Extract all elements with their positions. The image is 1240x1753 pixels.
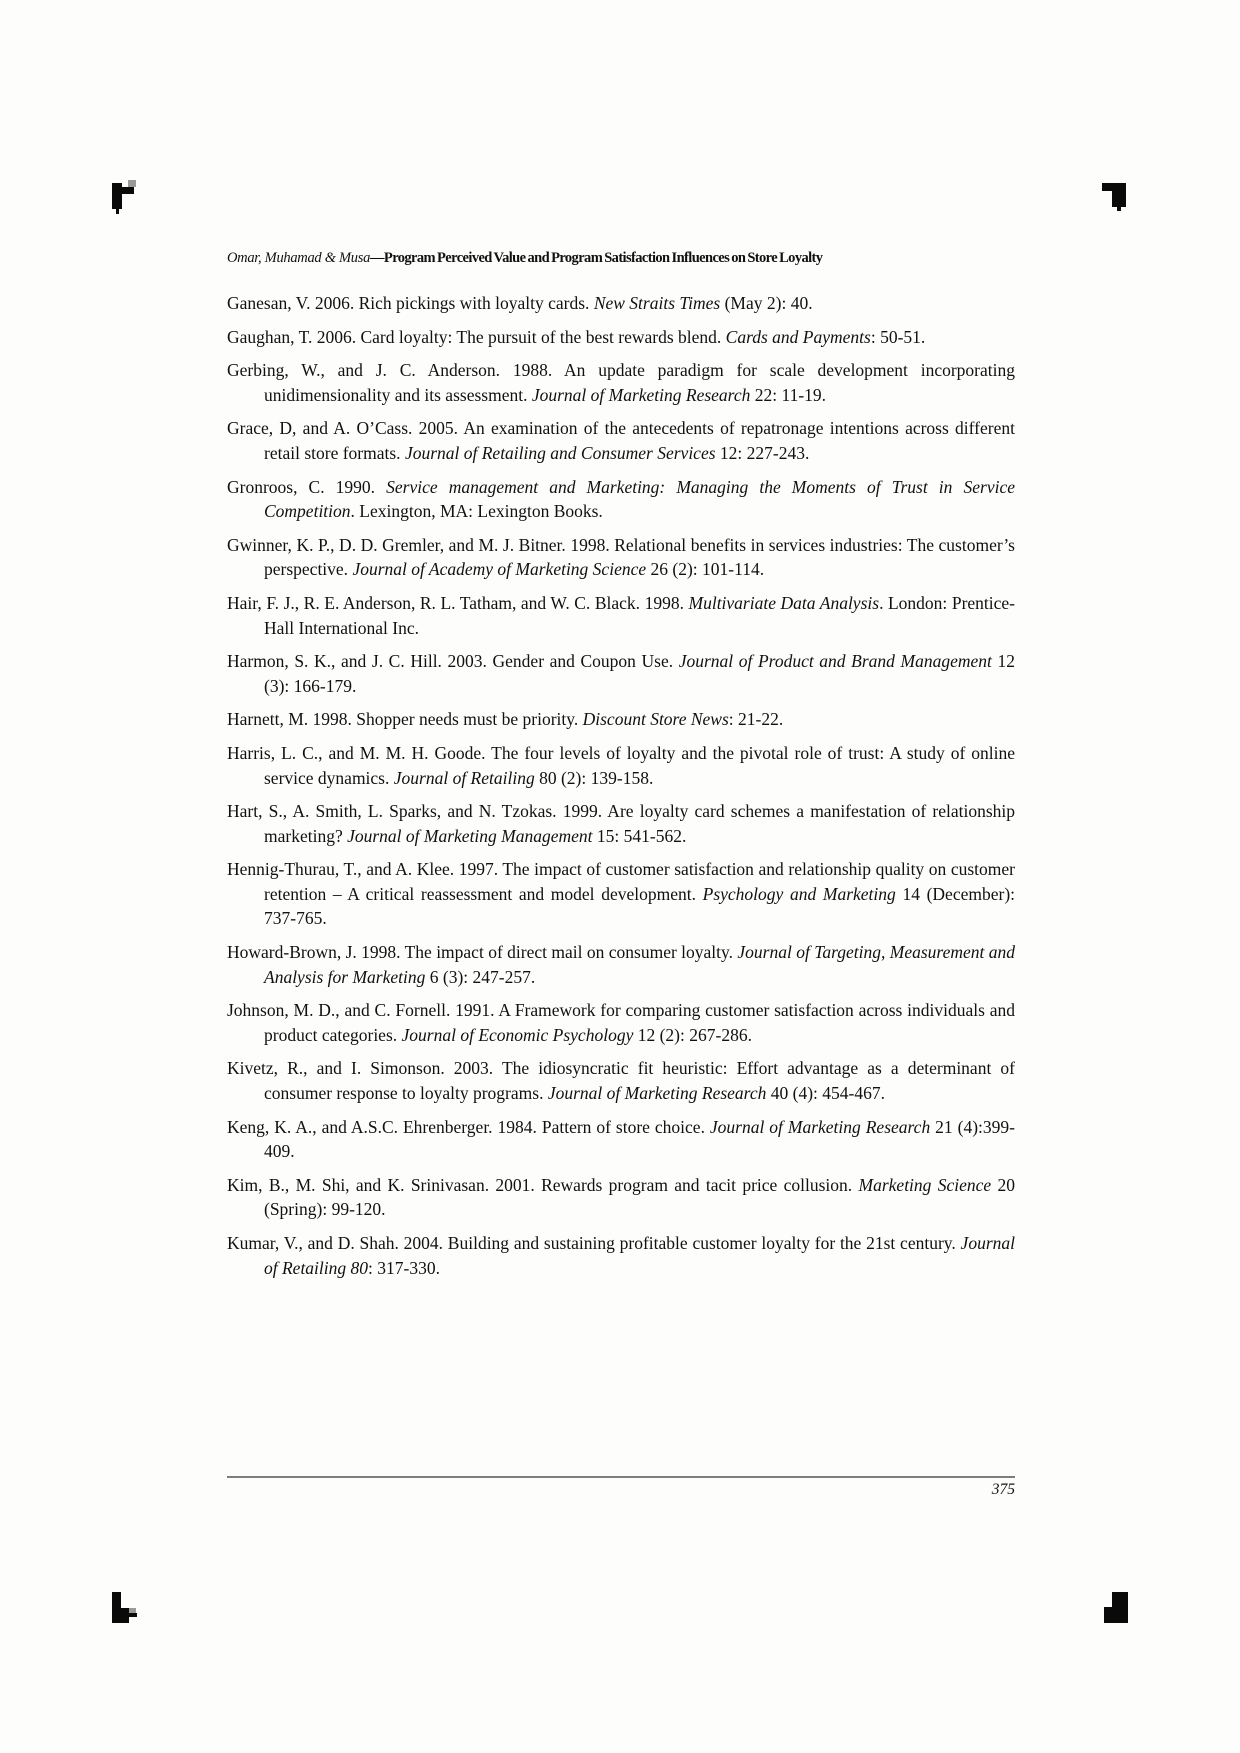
reference-text: Howard-Brown, J. 1998. The impact of direct mail on consumer loyalty. bbox=[227, 942, 738, 963]
reference-text: Johnson, M. D., and C. Fornell. 1991. A Framework for comparing customer satisfaction across individuals and product categories. bbox=[227, 1000, 1015, 1045]
reference-text: 26 (2): 101-114. bbox=[646, 559, 765, 580]
reference-journal-title: Journal of Product and Brand Management bbox=[678, 651, 992, 672]
reference-text: 21 (4):399-409. bbox=[264, 1116, 1015, 1162]
footer-rule bbox=[227, 1476, 1015, 1478]
page-number: 375 bbox=[991, 1481, 1015, 1498]
reference-journal-title: Journal of Academy of Marketing Science bbox=[352, 559, 647, 580]
reference-text: 22: 11-19. bbox=[750, 384, 827, 405]
running-header-authors: Omar, Muhamad & Musa bbox=[227, 250, 371, 266]
reference-text: Hair, F. J., R. E. Anderson, R. L. Tatham, and W. C. Black. 1998. bbox=[227, 592, 689, 613]
page-footer bbox=[227, 1476, 1015, 1499]
reference-text: Kivetz, R., and I. Simonson. 2003. The idiosyncratic fit heuristic: Effort advantage as a determinant of consumer response to loyalty programs. bbox=[227, 1058, 1015, 1104]
reference-text: . London: Prentice-Hall International Inc. bbox=[264, 592, 1015, 638]
reference-journal-title: Journal of Marketing Research bbox=[709, 1116, 931, 1137]
reference-entry bbox=[227, 1056, 1015, 1105]
reference-text: 6 (3): 247-257. bbox=[425, 966, 536, 987]
reference-text: 12 (3): 166-179. bbox=[264, 651, 1015, 696]
reference-journal-title: Discount Store News bbox=[582, 709, 729, 730]
reference-text: : 50-51. bbox=[870, 326, 926, 347]
reference-text: Kumar, V., and D. Shah. 2004. Building and sustaining profitable customer loyalty for the 21st century. bbox=[227, 1233, 961, 1253]
reference-journal-title: Marketing Science bbox=[858, 1174, 992, 1195]
reference-journal-title: Journal of Marketing Research bbox=[531, 384, 751, 405]
crop-mark-bottom-left-icon bbox=[112, 1592, 138, 1629]
reference-entry bbox=[227, 591, 1015, 640]
reference-text: Ganesan, V. 2006. Rich pickings with loyalty cards. bbox=[227, 293, 594, 313]
reference-entry bbox=[227, 940, 1015, 989]
reference-text: 80 (2): 139-158. bbox=[534, 767, 654, 788]
reference-text: . Lexington, MA: Lexington Books. bbox=[350, 501, 603, 522]
reference-text: (May 2): 40. bbox=[720, 293, 813, 313]
reference-journal-title: Journal of Retailing and Consumer Services bbox=[404, 442, 716, 463]
reference-text: : 21-22. bbox=[728, 709, 784, 730]
crop-mark-top-right-icon bbox=[1102, 183, 1128, 218]
reference-journal-title: Journal of Marketing Research bbox=[547, 1083, 767, 1104]
reference-entry bbox=[227, 799, 1015, 848]
reference-text: Grace, D, and A. O’Cass. 2005. An examination of the antecedents of repatronage intentions across different retail store formats. bbox=[227, 418, 1015, 463]
reference-text: Gronroos, C. 1990. bbox=[227, 476, 387, 497]
running-header bbox=[227, 250, 1015, 267]
reference-entry bbox=[227, 741, 1015, 790]
reference-text: Gerbing, W., and J. C. Anderson. 1988. An update paradigm for scale development incorporating unidimensionality and its assessment. bbox=[227, 360, 1015, 405]
reference-entry bbox=[227, 291, 1015, 316]
reference-text: Hennig-Thurau, T., and A. Klee. 1997. The impact of customer satisfaction and relationship quality on customer retention – A critical reassessment and model development. bbox=[227, 859, 1015, 904]
reference-journal-title: Psychology and Marketing bbox=[702, 883, 896, 904]
reference-entry bbox=[227, 857, 1015, 931]
reference-text: Hart, S., A. Smith, L. Sparks, and N. Tzokas. 1999. Are loyalty card schemes a manifestation of relationship marketing? bbox=[227, 801, 1015, 846]
reference-list bbox=[227, 291, 1015, 1280]
reference-text: 20 (Spring): 99-120. bbox=[264, 1174, 1016, 1220]
reference-journal-title: Journal of Retailing bbox=[393, 767, 535, 788]
reference-text: Harris, L. C., and M. M. H. Goode. The four levels of loyalty and the pivotal role of trust: A study of online service dynamics. bbox=[227, 742, 1015, 788]
reference-text: 15: 541-562. bbox=[592, 825, 687, 846]
reference-entry bbox=[227, 1115, 1015, 1164]
reference-text: 14 (December): 737-765. bbox=[264, 883, 1016, 929]
reference-journal-title: Journal of Retailing 80 bbox=[264, 1233, 1015, 1278]
reference-journal-title: New Straits Times bbox=[593, 293, 721, 313]
reference-journal-title: Journal of Marketing Management bbox=[347, 825, 593, 846]
reference-entry bbox=[227, 1173, 1015, 1222]
reference-text: 12: 227-243. bbox=[715, 442, 810, 463]
reference-entry bbox=[227, 475, 1015, 524]
reference-text: 12 (2): 267-286. bbox=[633, 1024, 752, 1045]
reference-entry bbox=[227, 1231, 1015, 1280]
reference-text: Keng, K. A., and A.S.C. Ehrenberger. 1984. Pattern of store choice. bbox=[227, 1116, 710, 1137]
reference-journal-title: Multivariate Data Analysis bbox=[688, 592, 880, 613]
page-content bbox=[227, 250, 1015, 1289]
reference-entry bbox=[227, 998, 1015, 1047]
running-header-title: —Program Perceived Value and Program Satisfaction Influences on Store Loyalty bbox=[370, 250, 823, 266]
reference-entry bbox=[227, 416, 1015, 465]
reference-entry bbox=[227, 707, 1015, 732]
crop-mark-bottom-right-icon bbox=[1104, 1592, 1130, 1629]
reference-entry bbox=[227, 533, 1015, 582]
reference-text: Gaughan, T. 2006. Card loyalty: The pursuit of the best rewards blend. bbox=[227, 326, 726, 347]
reference-journal-title: Service management and Marketing: Managing the Moments of Trust in Service Competition bbox=[264, 476, 1015, 522]
reference-text: 40 (4): 454-467. bbox=[766, 1083, 885, 1104]
reference-text: Gwinner, K. P., D. D. Gremler, and M. J. Bitner. 1998. Relational benefits in services industries: The customer’s perspective. bbox=[227, 534, 1015, 580]
reference-journal-title: Cards and Payments bbox=[725, 326, 871, 347]
reference-entry bbox=[227, 325, 1015, 350]
crop-mark-top-left-icon bbox=[112, 180, 138, 219]
reference-text: Kim, B., M. Shi, and K. Srinivasan. 2001. Rewards program and tacit price collusion. bbox=[227, 1174, 859, 1195]
reference-entry bbox=[227, 358, 1015, 407]
reference-journal-title: Journal of Economic Psychology bbox=[401, 1024, 634, 1045]
reference-text: Harnett, M. 1998. Shopper needs must be priority. bbox=[227, 709, 583, 730]
reference-text: Harmon, S. K., and J. C. Hill. 2003. Gender and Coupon Use. bbox=[227, 651, 679, 672]
reference-journal-title: Journal of Targeting, Measurement and Analysis for Marketing bbox=[264, 942, 1015, 987]
reference-text: : 317-330. bbox=[368, 1257, 440, 1278]
reference-entry bbox=[227, 649, 1015, 698]
